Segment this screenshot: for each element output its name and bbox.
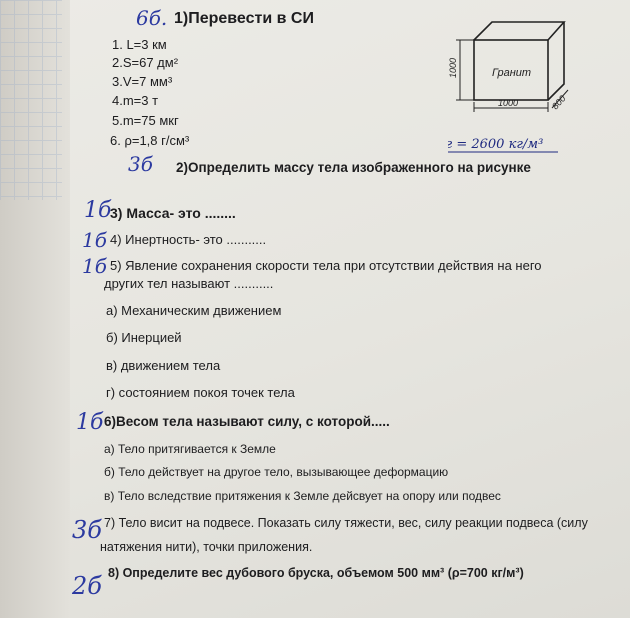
- handwritten-variant: 6б.: [136, 6, 168, 30]
- task7-line2: натяжения нити), точки приложения.: [100, 540, 313, 554]
- granite-block-figure: [448, 10, 598, 175]
- figure-width-label: 1000: [498, 98, 519, 108]
- handwritten-score-2: 3б: [128, 152, 153, 176]
- handwritten-score-6: 1б: [76, 410, 104, 435]
- task5-option-c: в) движением тела: [106, 358, 221, 373]
- task1-item-3: 3.V=7 мм³: [112, 74, 173, 89]
- task1-item-4: 4.m=3 т: [112, 93, 159, 108]
- task3-text: 3) Масса- это ........: [110, 205, 236, 221]
- task5-option-b: б) Инерцией: [106, 330, 182, 345]
- task7-line1: 7) Тело висит на подвесе. Показать силу тяжести, вес, силу реакции подвеса (силу: [104, 516, 588, 530]
- handwritten-score-3: 1б: [84, 198, 112, 223]
- task1-item-2: 2.S=67 дм²: [112, 55, 179, 70]
- task1-title: 1)Перевести в СИ: [174, 10, 314, 27]
- task4-text: 4) Инертность- это ...........: [110, 232, 267, 247]
- task6-text: 6)Весом тела называют силу, с которой.....: [104, 414, 390, 429]
- task6-option-b: б) Тело действует на другое тело, вызывающее деформацию: [104, 465, 449, 479]
- task8-text: 8) Определите вес дубового бруска, объемом 500 мм³ (ρ=700 кг/м³): [108, 566, 524, 580]
- handwritten-score-4: 1б: [82, 228, 107, 252]
- task5-option-d: г) состоянием покоя точек тела: [106, 385, 295, 400]
- task5-option-a: а) Механическим движением: [106, 303, 282, 318]
- figure-depth-label: 800: [550, 93, 568, 112]
- grid-paper-strip: [0, 0, 62, 200]
- handwritten-score-8: 2б: [72, 572, 102, 600]
- handwritten-score-5: 1б: [82, 254, 107, 278]
- task2-title: 2)Определить массу тела изображенного на рисунке: [176, 160, 531, 175]
- task1-item-1: 1. L=3 км: [112, 37, 167, 52]
- task1-item-6: 6. ρ=1,8 г/см³: [110, 133, 190, 148]
- task1-item-5: 5.m=75 мкг: [112, 113, 179, 128]
- task6-option-a: а) Тело притягивается к Земле: [104, 442, 276, 456]
- task5-line1: 5) Явление сохранения скорости тела при отсутствии действия на него: [110, 258, 542, 273]
- figure-material-label: Гранит: [492, 67, 532, 79]
- granite-block-drawing: [448, 10, 598, 175]
- task6-option-c: в) Тело вследствие притяжения к Земле дейсвует на опору или подвес: [104, 489, 501, 503]
- figure-density-label: ρг = 2600 кг/м³: [448, 137, 544, 152]
- handwritten-score-7: 3б: [72, 516, 102, 544]
- task5-line2: других тел называют ...........: [104, 276, 274, 291]
- figure-height-label: 1000: [448, 57, 458, 78]
